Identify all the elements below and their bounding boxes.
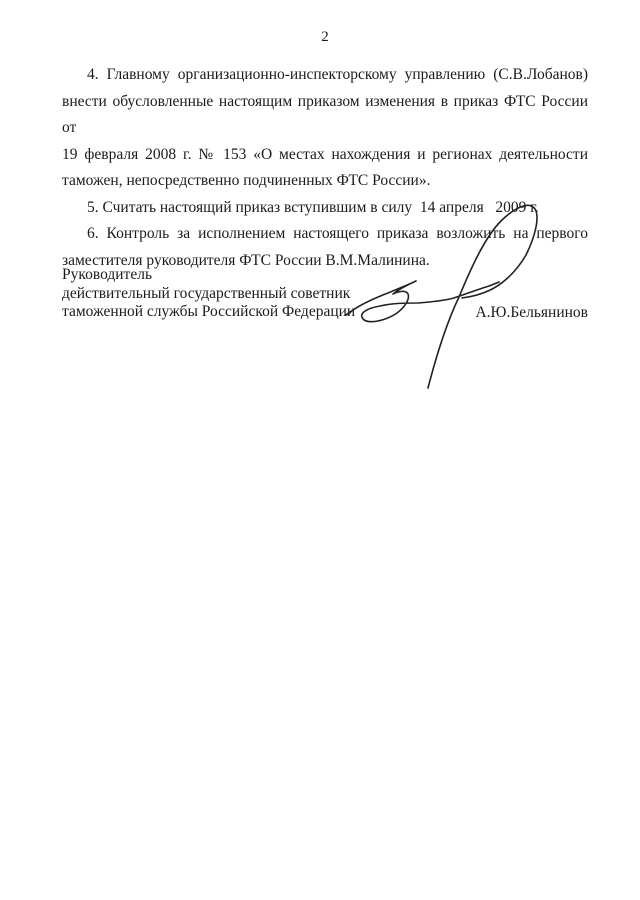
signer-position-title — [62, 266, 422, 322]
paragraph-5-line-1: 5. Считать настоящий приказ вступившим в силу 14 апреля 2009 г. — [87, 198, 539, 216]
paragraph-4-line-1: 4. Главному организационно-инспекторскому управлению (С.В.Лобанов) — [87, 66, 588, 83]
page-number: 2 — [321, 29, 329, 45]
paragraph-4-line-2: внести обусловленные настоящим приказом изменения в приказ ФТС России от — [62, 92, 588, 136]
signer-name: А.Ю.Бельянинов — [475, 304, 588, 321]
paragraph-6-line-1: 6. Контроль за исполнением настоящего приказа возложить на первого — [87, 225, 588, 242]
signer-position-line-3: таможенной службы Российской Федерации — [62, 303, 356, 320]
paragraph-4-line-3: 19 февраля 2008 г. № 153 «О местах нахождения и регионах деятельности — [62, 145, 588, 163]
paragraph-4-line-4: таможен, непосредственно подчиненных ФТС России». — [62, 172, 431, 189]
paragraph-6-line-2: заместителя руководителя ФТС России В.М.Малинина. — [62, 251, 430, 269]
signer-position-line-2: действительный государственный советник — [62, 284, 351, 302]
signer-position-line-1: Руководитель — [62, 266, 153, 283]
order-text-block — [62, 62, 588, 274]
